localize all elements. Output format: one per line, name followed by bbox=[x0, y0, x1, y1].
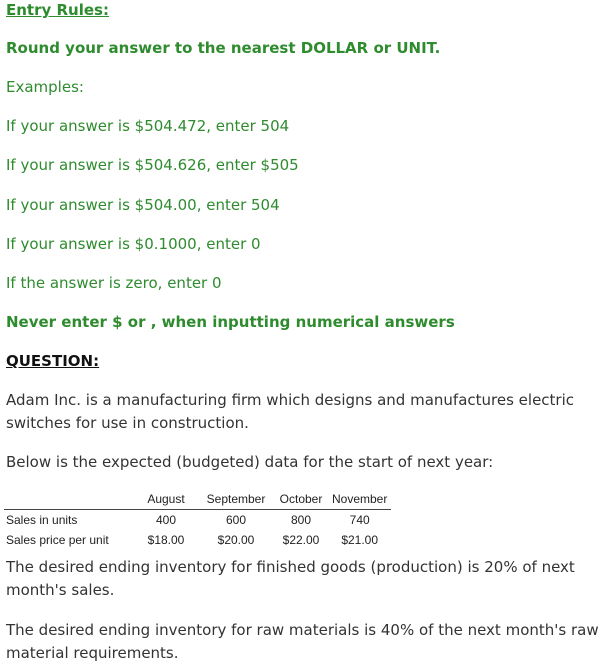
table-cell: $21.00 bbox=[341, 533, 379, 547]
table-row bbox=[4, 530, 391, 550]
column-header-october: October bbox=[274, 490, 328, 510]
never-enter-rule: Never enter $ or , when inputting numerical answers bbox=[6, 313, 455, 331]
example-item: If the answer is zero, enter 0 bbox=[6, 274, 222, 292]
example-item: If your answer is $504.626, enter $505 bbox=[6, 156, 299, 174]
finished-goods-policy: The desired ending inventory for finished goods (production) is 20% of next month's sales. bbox=[6, 558, 575, 599]
budget-table bbox=[4, 490, 391, 550]
table-cell: 600 bbox=[225, 513, 247, 527]
column-header-september: September bbox=[198, 490, 274, 510]
table-cell: $20.00 bbox=[217, 533, 255, 547]
budget-intro: Below is the expected (budgeted) data for the start of next year: bbox=[6, 453, 494, 471]
round-instruction: Round your answer to the nearest DOLLAR or UNIT. bbox=[6, 39, 441, 57]
example-item: If your answer is $504.472, enter 504 bbox=[6, 117, 290, 135]
budget-table-header-row bbox=[4, 490, 391, 510]
row-label: Sales price per unit bbox=[6, 533, 109, 547]
budget-table-corner bbox=[4, 490, 134, 510]
table-cell: $22.00 bbox=[282, 533, 320, 547]
table-cell: 740 bbox=[349, 513, 370, 527]
entry-rules-heading: Entry Rules: bbox=[6, 1, 109, 19]
table-cell: 400 bbox=[155, 513, 177, 527]
table-row bbox=[4, 510, 391, 531]
question-heading: QUESTION: bbox=[6, 352, 100, 370]
company-intro: Adam Inc. is a manufacturing firm which designs and manufactures electric switches for use in construction. bbox=[6, 391, 575, 432]
raw-materials-policy: The desired ending inventory for raw materials is 40% of the next month's raw material requirements. bbox=[6, 621, 599, 662]
examples-label: Examples: bbox=[6, 78, 84, 96]
example-item: If your answer is $504.00, enter 504 bbox=[6, 196, 280, 214]
column-header-november: November bbox=[328, 490, 391, 510]
table-cell: $18.00 bbox=[147, 533, 185, 547]
example-item: If your answer is $0.1000, enter 0 bbox=[6, 235, 261, 253]
table-cell: 800 bbox=[290, 513, 312, 527]
column-header-august: August bbox=[134, 490, 198, 510]
row-label: Sales in units bbox=[6, 513, 78, 527]
